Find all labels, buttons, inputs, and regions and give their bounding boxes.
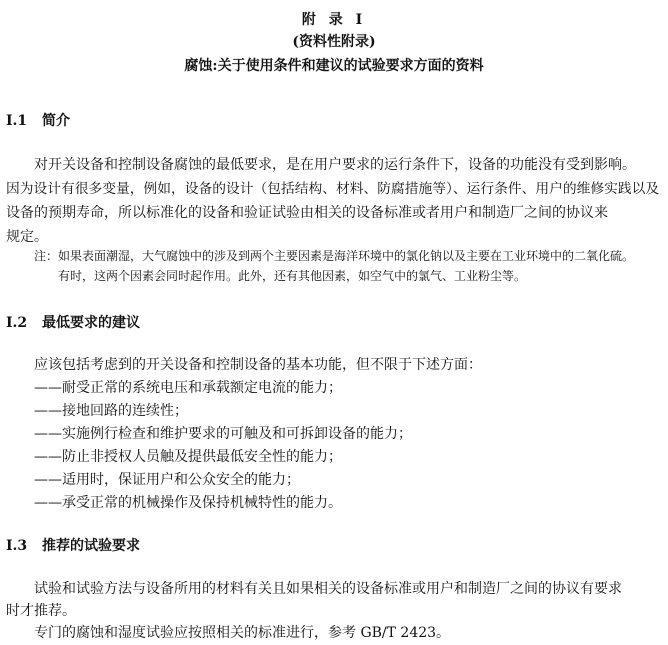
section-title: 推荐的试验要求 xyxy=(42,538,140,554)
paragraph-line: 时才推荐。 xyxy=(6,603,76,619)
section-number: I.3 xyxy=(6,538,28,554)
list-item: ——适用时，保证用户和公众安全的能力； xyxy=(34,472,300,488)
list-item: ——承受正常的机械操作及保持机械特性的能力。 xyxy=(34,495,342,511)
note-line: 注：如果表面潮湿，大气腐蚀中的涉及到两个主要因素是海洋环境中的氯化钠以及主要在工业环境中的二氧化硫。 xyxy=(34,249,635,263)
section-heading-i2 xyxy=(6,312,140,332)
section-number: I.1 xyxy=(6,113,28,129)
section-heading-i1 xyxy=(6,110,70,130)
paragraph-line: 规定。 xyxy=(6,229,48,245)
section-number: I.2 xyxy=(6,315,28,331)
section-heading-i3 xyxy=(6,535,140,555)
section-title: 最低要求的建议 xyxy=(42,315,140,331)
note-line: 有时，这两个因素会同时起作用。此外，还有其他因素，如空气中的氯气、工业粉尘等。 xyxy=(58,269,527,283)
paragraph-line: 应该包括考虑到的开关设备和控制设备的基本功能，但不限于下述方面： xyxy=(34,357,482,373)
annex-description: 腐蚀:关于使用条件和建议的试验要求方面的资料 xyxy=(184,58,484,74)
list-item: ——防止非授权人员触及提供最低安全性的能力； xyxy=(34,449,342,465)
list-item: ——接地回路的连续性； xyxy=(34,403,188,419)
annex-title: 附 录 I xyxy=(301,12,367,28)
paragraph-line: 专门的腐蚀和湿度试验应按照相关的标准进行，参考 GB/T 2423。 xyxy=(34,625,451,641)
list-item: ——耐受正常的系统电压和承载额定电流的能力； xyxy=(34,380,342,396)
paragraph-line: 对开关设备和控制设备腐蚀的最低要求，是在用户要求的运行条件下，设备的功能没有受到影响。 xyxy=(34,157,636,173)
paragraph-line: 试验和试验方法与设备所用的材料有关且如果相关的设备标准或用户和制造厂之间的协议有要求 xyxy=(34,581,622,597)
annex-subtitle: (资料性附录) xyxy=(292,34,376,50)
section-title: 简介 xyxy=(42,113,70,129)
paragraph-line: 因为设计有很多变量，例如，设备的设计（包括结构、材料、防腐措施等）、运行条件、用户的维修实践以及 xyxy=(6,181,660,197)
paragraph-line: 设备的预期寿命，所以标准化的设备和验证试验由相关的设备标准或者用户和制造厂之间的协议来 xyxy=(6,205,608,221)
list-item: ——实施例行检查和维护要求的可触及和可拆卸设备的能力； xyxy=(34,426,412,442)
